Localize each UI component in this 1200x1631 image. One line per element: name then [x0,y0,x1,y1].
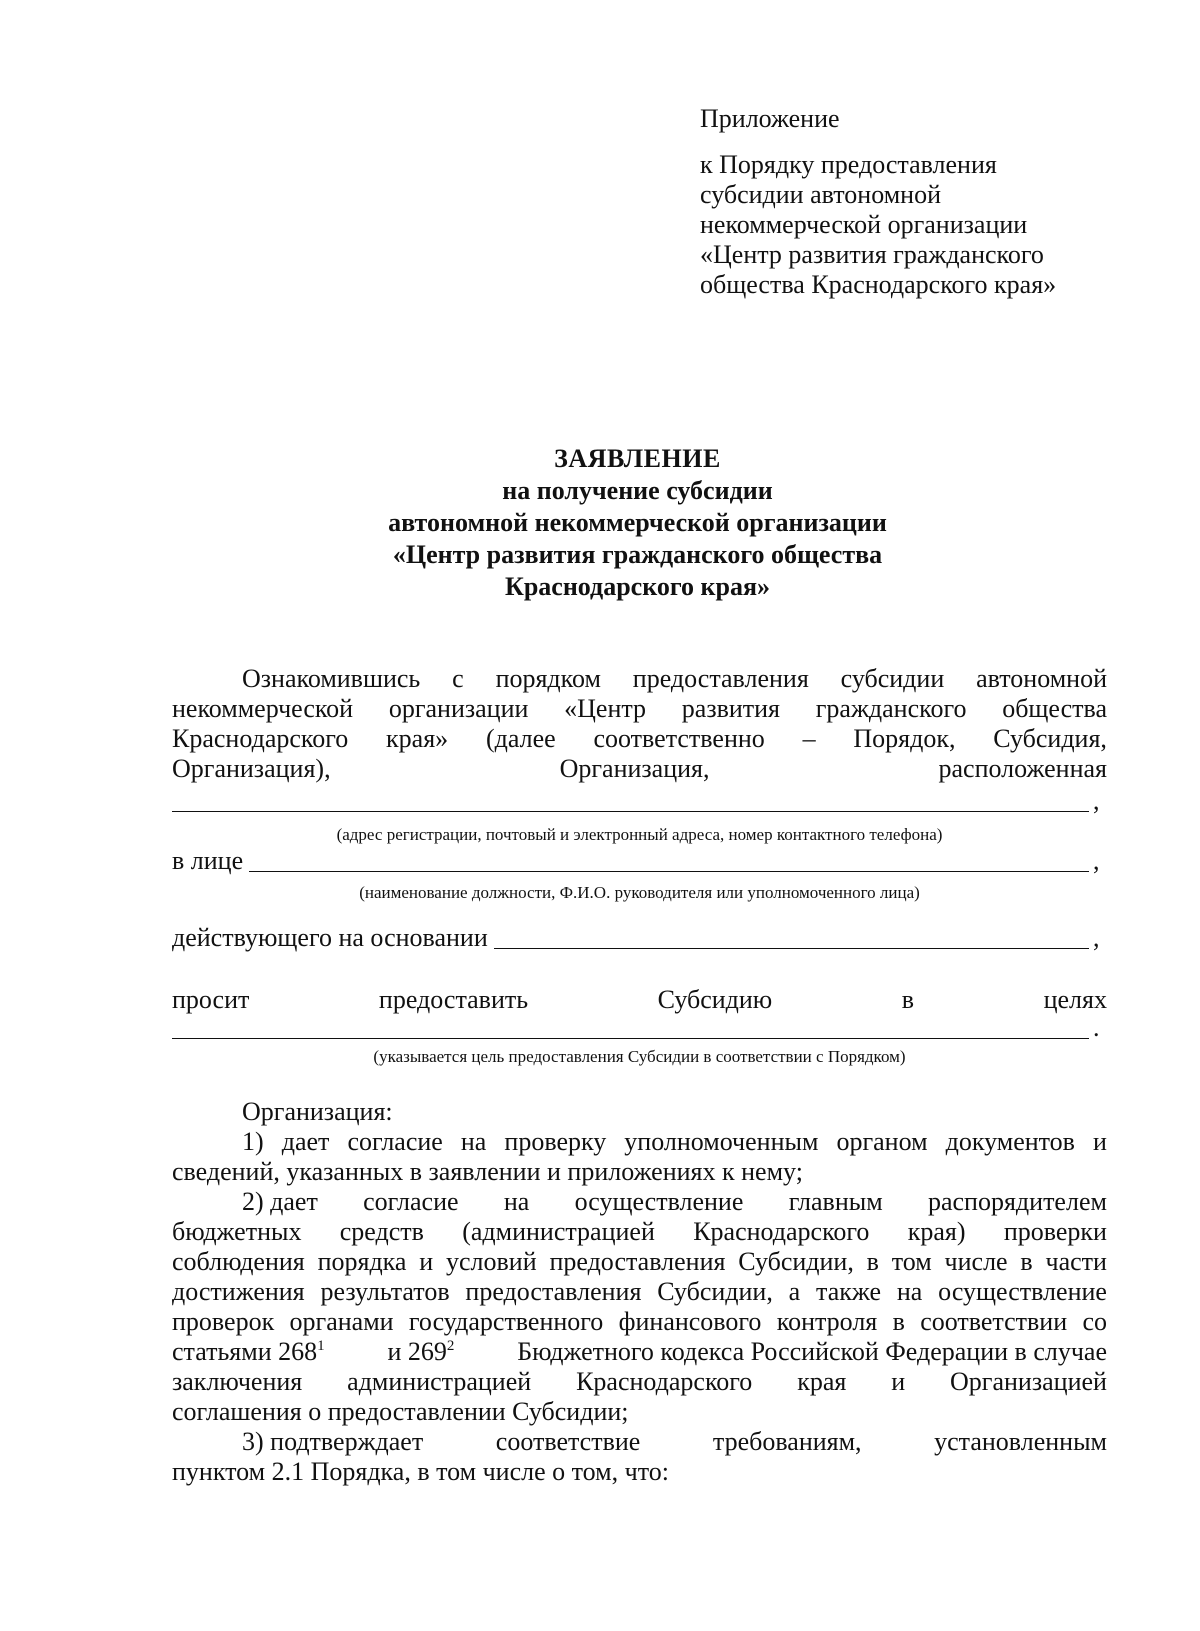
word: соответствие [495,1427,641,1456]
word: некоммерческой [172,694,354,723]
word: согласие [363,1187,459,1216]
appendix-title: Приложение [700,104,840,133]
word: документов [945,1127,1075,1156]
item2-line: соглашения о предоставлении Субсидии; [172,1397,629,1426]
period: . [1093,1013,1100,1042]
basis-field[interactable] [494,924,1089,949]
word: предоставить [378,985,529,1014]
organization-title: Организация: [242,1097,393,1126]
word: уполномоченным [624,1127,819,1156]
word: Краснодарского [172,724,349,753]
word: проверку [504,1127,607,1156]
word: со [1082,1307,1107,1336]
goal-field-row [172,1013,1107,1043]
word: с [452,664,464,693]
comma: , [1093,846,1100,875]
word: согласие [347,1127,443,1156]
word: и [891,1367,906,1396]
item2-line [172,1217,1107,1247]
word: предоставления [465,1277,642,1306]
word: 1) [242,1127,264,1156]
item3-line: пунктом 2.1 Порядка, в том числе о том, что: [172,1457,669,1486]
word: и [1093,1127,1107,1156]
address-field-row [172,786,1107,816]
heading-line: автономной некоммерческой организации [388,508,887,537]
word: в [901,985,915,1014]
word: просит [172,985,250,1014]
word: числе [944,1247,1008,1276]
word: Организация), [172,754,331,783]
word: органом [836,1127,928,1156]
ask-line-wrap [172,985,1107,1015]
word: целях [1043,985,1107,1014]
word: предоставления [549,1247,726,1276]
ask-line [172,985,1107,1015]
word: осуществление [938,1277,1107,1306]
appendix-line: некоммерческой организации [700,210,1028,239]
item2-line [172,1277,1107,1307]
word: Субсидия, [993,724,1107,753]
face-field[interactable] [249,847,1089,872]
item1-line: сведений, указанных в заявлении и приложениях к нему; [172,1157,803,1186]
word: контроля [776,1307,878,1336]
document-heading [170,443,1105,603]
word: органами [289,1307,394,1336]
word: и [419,1247,434,1276]
comma: , [1093,923,1100,952]
word: администрацией [347,1367,532,1396]
word: дает [281,1127,330,1156]
word: порядком [495,664,601,693]
word: 3) подтверждает [242,1427,424,1456]
goal-hint: (указывается цель предоставления Субсидии в соответствии с Порядком) [373,1047,906,1066]
appendix-block [700,104,1140,300]
document-title: ЗАЯВЛЕНИЕ [554,444,721,473]
item2-line [172,1307,1107,1337]
superscript: 1 [317,1338,325,1354]
intro-line [172,754,1107,784]
word: соответствии [920,1307,1068,1336]
word: субсидии [840,664,945,693]
address-field[interactable] [172,787,1089,812]
articles-word: и $269^2$ [387,1337,455,1366]
word: Организация, [559,754,710,783]
word: проверок [172,1307,275,1336]
word: Порядок, [853,724,956,753]
word: а [788,1277,801,1306]
appendix-line: «Центр развития гражданского [700,240,1044,269]
word: финансового [618,1307,762,1336]
word: бюджетных [172,1217,302,1246]
word: «Центр [564,694,647,723]
word: части [1045,1247,1107,1276]
intro-paragraph [172,664,1107,784]
word: требованиям, [712,1427,862,1456]
item2-line [172,1247,1107,1277]
word: гражданского [815,694,967,723]
word: предоставления [632,664,809,693]
word: также [816,1277,882,1306]
word: государственного [408,1307,604,1336]
word: Субсидии, [657,1277,773,1306]
word: расположенная [938,754,1107,783]
organization-section [172,1097,1107,1487]
word: результатов [320,1277,450,1306]
word: в [866,1247,879,1276]
word: края [797,1367,847,1396]
face-hint: (наименование должности, Ф.И.О. руководителя или уполномоченного лица) [359,883,920,902]
face-label: в лице [172,846,244,875]
word: в [1020,1247,1033,1276]
goal-field[interactable] [172,1014,1089,1039]
item1-line [172,1127,1107,1157]
word: установленным [934,1427,1107,1456]
word: – [802,724,816,753]
word: на [896,1277,923,1306]
heading-line: на получение субсидии [502,476,773,505]
word: главным [788,1187,883,1216]
word: края» [386,724,449,753]
item2-line-articles [172,1337,1107,1367]
word: 2) дает [242,1187,318,1216]
word: соответственно [593,724,765,753]
word: в [892,1307,905,1336]
item2-line [172,1187,1107,1217]
comma: , [1093,786,1100,815]
articles-word: статьями $268^1$ [172,1337,325,1366]
word: средств [339,1217,424,1246]
word: края) [907,1217,966,1246]
word: достижения [172,1277,305,1306]
heading-line: Краснодарского края» [504,572,771,601]
word: порядка [317,1247,407,1276]
superscript: 2 [446,1338,455,1354]
word: условий [446,1247,537,1276]
word: автономной [976,664,1107,693]
heading-line: «Центр развития гражданского общества [392,540,883,569]
word: заключения [172,1367,303,1396]
appendix-line: общества Краснодарского края» [700,270,1057,299]
face-field-row [172,846,1107,876]
word: на [460,1127,487,1156]
word: Субсидии, [738,1247,854,1276]
item3-line [172,1427,1107,1457]
word: Ознакомившись [242,664,421,693]
word: осуществление [574,1187,744,1216]
word: Краснодарского [693,1217,870,1246]
appendix-line: субсидии автономной [700,180,941,209]
address-hint: (адрес регистрации, почтовый и электронный адреса, номер контактного телефона) [336,825,943,844]
item2-line [172,1367,1107,1397]
word: на [503,1187,530,1216]
appendix-line: к Порядку предоставления [700,150,997,179]
intro-line [172,694,1107,724]
word: общества [1002,694,1107,723]
word: соблюдения [172,1247,305,1276]
word: том [891,1247,932,1276]
word: Организацией [950,1367,1107,1396]
basis-label: действующего на основании [172,923,488,952]
word: (администрацией [462,1217,655,1246]
word: Субсидию [657,985,773,1014]
word: распорядителем [927,1187,1107,1216]
word: проверки [1003,1217,1107,1246]
intro-line [172,664,1107,694]
articles-rest: Бюджетного кодекса Российской Федерации в случае [517,1337,1107,1366]
basis-field-row [172,923,1107,953]
word: развития [681,694,781,723]
word: Краснодарского [576,1367,753,1396]
word: (далее [485,724,556,753]
intro-line [172,724,1107,754]
word: организации [388,694,529,723]
